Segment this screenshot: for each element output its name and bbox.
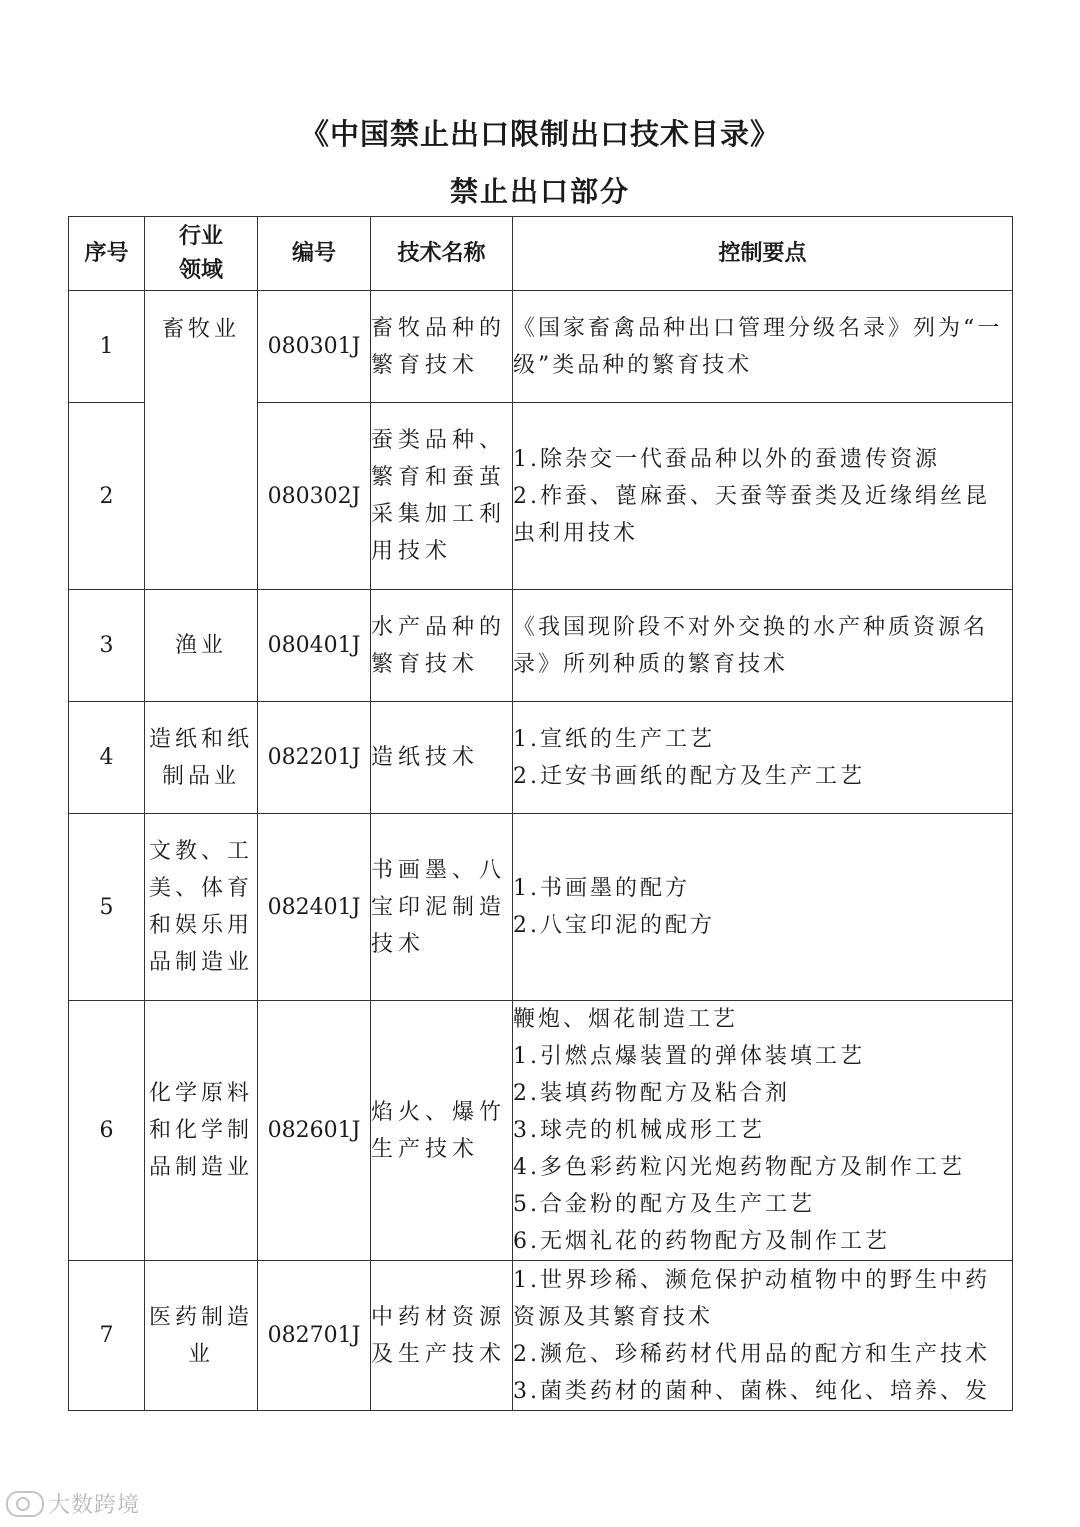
row-control-points: [513, 1001, 1013, 1261]
control-point-line: 2.迁安书画纸的配方及生产工艺: [513, 763, 865, 789]
control-point-line: 《我国现阶段不对外交换的水产种质资源名录》所列种质的繁育技术: [513, 614, 989, 677]
row-control-points: [513, 1261, 1013, 1411]
row-code: 080302J: [258, 403, 371, 590]
control-point-line: 3.菌类药材的菌种、菌株、纯化、培养、发: [513, 1378, 990, 1404]
row-tech-name: 造纸技术: [371, 702, 513, 814]
row-control-points: [513, 702, 1013, 814]
row-industry: 造纸和纸制品业: [145, 702, 258, 814]
control-point-line: 5.合金粉的配方及生产工艺: [513, 1192, 815, 1217]
control-point-line: 1.除杂交一代蚕品种以外的蚕遗传资源: [513, 446, 940, 472]
control-point-line: 4.多色彩药粒闪光炮药物配方及制作工艺: [513, 1155, 965, 1180]
control-point-line: 3.球壳的机械成形工艺: [513, 1118, 765, 1143]
control-point-line: 鞭炮、烟花制造工艺: [513, 1007, 739, 1032]
control-point-line: 2.濒危、珍稀药材代用品的配方和生产技术: [513, 1341, 990, 1367]
row-code: 080401J: [258, 590, 371, 702]
table-row: [69, 702, 1013, 814]
row-seq: 7: [69, 1261, 145, 1411]
control-point-line: 2.柞蚕、蓖麻蚕、天蚕等蚕类及近缘绢丝昆虫利用技术: [513, 483, 990, 546]
section-subtitle: 禁止出口部分: [449, 175, 630, 208]
row-code: 082201J: [258, 702, 371, 814]
table-row: [69, 1261, 1013, 1411]
row-seq: 1: [69, 291, 145, 403]
control-point-line: 《国家畜禽品种出口管理分级名录》列为“一级”类品种的繁育技术: [513, 315, 1003, 378]
row-code: 082701J: [258, 1261, 371, 1411]
row-seq: 5: [69, 814, 145, 1001]
watermark: [6, 1488, 140, 1519]
row-control-points: [513, 814, 1013, 1001]
watermark-logo-icon: [6, 1491, 44, 1517]
control-point-line: 2.八宝印泥的配方: [513, 913, 715, 938]
table-header-row: [69, 217, 1013, 291]
row-tech-name: 蚕类品种、繁育和蚕茧采集加工利用技术: [371, 403, 513, 590]
header-industry: 行业 领域: [145, 217, 258, 291]
row-industry: 文教、工美、体育和娱乐用品制造业: [145, 814, 258, 1001]
control-point-line: 1.世界珍稀、濒危保护动植物中的野生中药资源及其繁育技术: [513, 1267, 990, 1330]
row-industry: 医药制造业: [145, 1261, 258, 1411]
header-points: 控制要点: [513, 217, 1013, 291]
row-seq: 2: [69, 403, 145, 590]
table-row: [69, 1001, 1013, 1261]
control-point-line: 6.无烟礼花的药物配方及制作工艺: [513, 1229, 890, 1254]
row-industry: 畜牧业: [145, 291, 258, 590]
header-code: 编号: [258, 217, 371, 291]
row-industry: 化学原料和化学制品制造业: [145, 1001, 258, 1261]
row-seq: 3: [69, 590, 145, 702]
document-title: 《中国禁止出口限制出口技术目录》: [299, 117, 780, 151]
control-point-line: 1.引燃点爆装置的弹体装填工艺: [513, 1044, 865, 1069]
table-row: [69, 814, 1013, 1001]
row-code: 082601J: [258, 1001, 371, 1261]
row-seq: 6: [69, 1001, 145, 1261]
row-control-points: [513, 403, 1013, 590]
control-point-line: 1.书画墨的配方: [513, 876, 690, 901]
row-tech-name: 水产品种的繁育技术: [371, 590, 513, 702]
row-tech-name: 畜牧品种的繁育技术: [371, 291, 513, 403]
catalog-table: [68, 216, 1013, 1411]
row-tech-name: 中药材资源及生产技术: [371, 1261, 513, 1411]
row-tech-name: 书画墨、八宝印泥制造技术: [371, 814, 513, 1001]
control-point-line: 1.宣纸的生产工艺: [513, 726, 715, 752]
row-industry: 渔业: [145, 590, 258, 702]
control-point-line: 2.装填药物配方及粘合剂: [513, 1081, 790, 1106]
table-row: [69, 590, 1013, 702]
row-tech-name: 焰火、爆竹生产技术: [371, 1001, 513, 1261]
row-code: 080301J: [258, 291, 371, 403]
row-control-points: [513, 590, 1013, 702]
watermark-text: 大数跨境: [48, 1493, 141, 1518]
row-control-points: [513, 291, 1013, 403]
header-seq: 序号: [69, 217, 145, 291]
row-seq: 4: [69, 702, 145, 814]
table-row: [69, 291, 1013, 403]
row-code: 082401J: [258, 814, 371, 1001]
header-name: 技术名称: [371, 217, 513, 291]
